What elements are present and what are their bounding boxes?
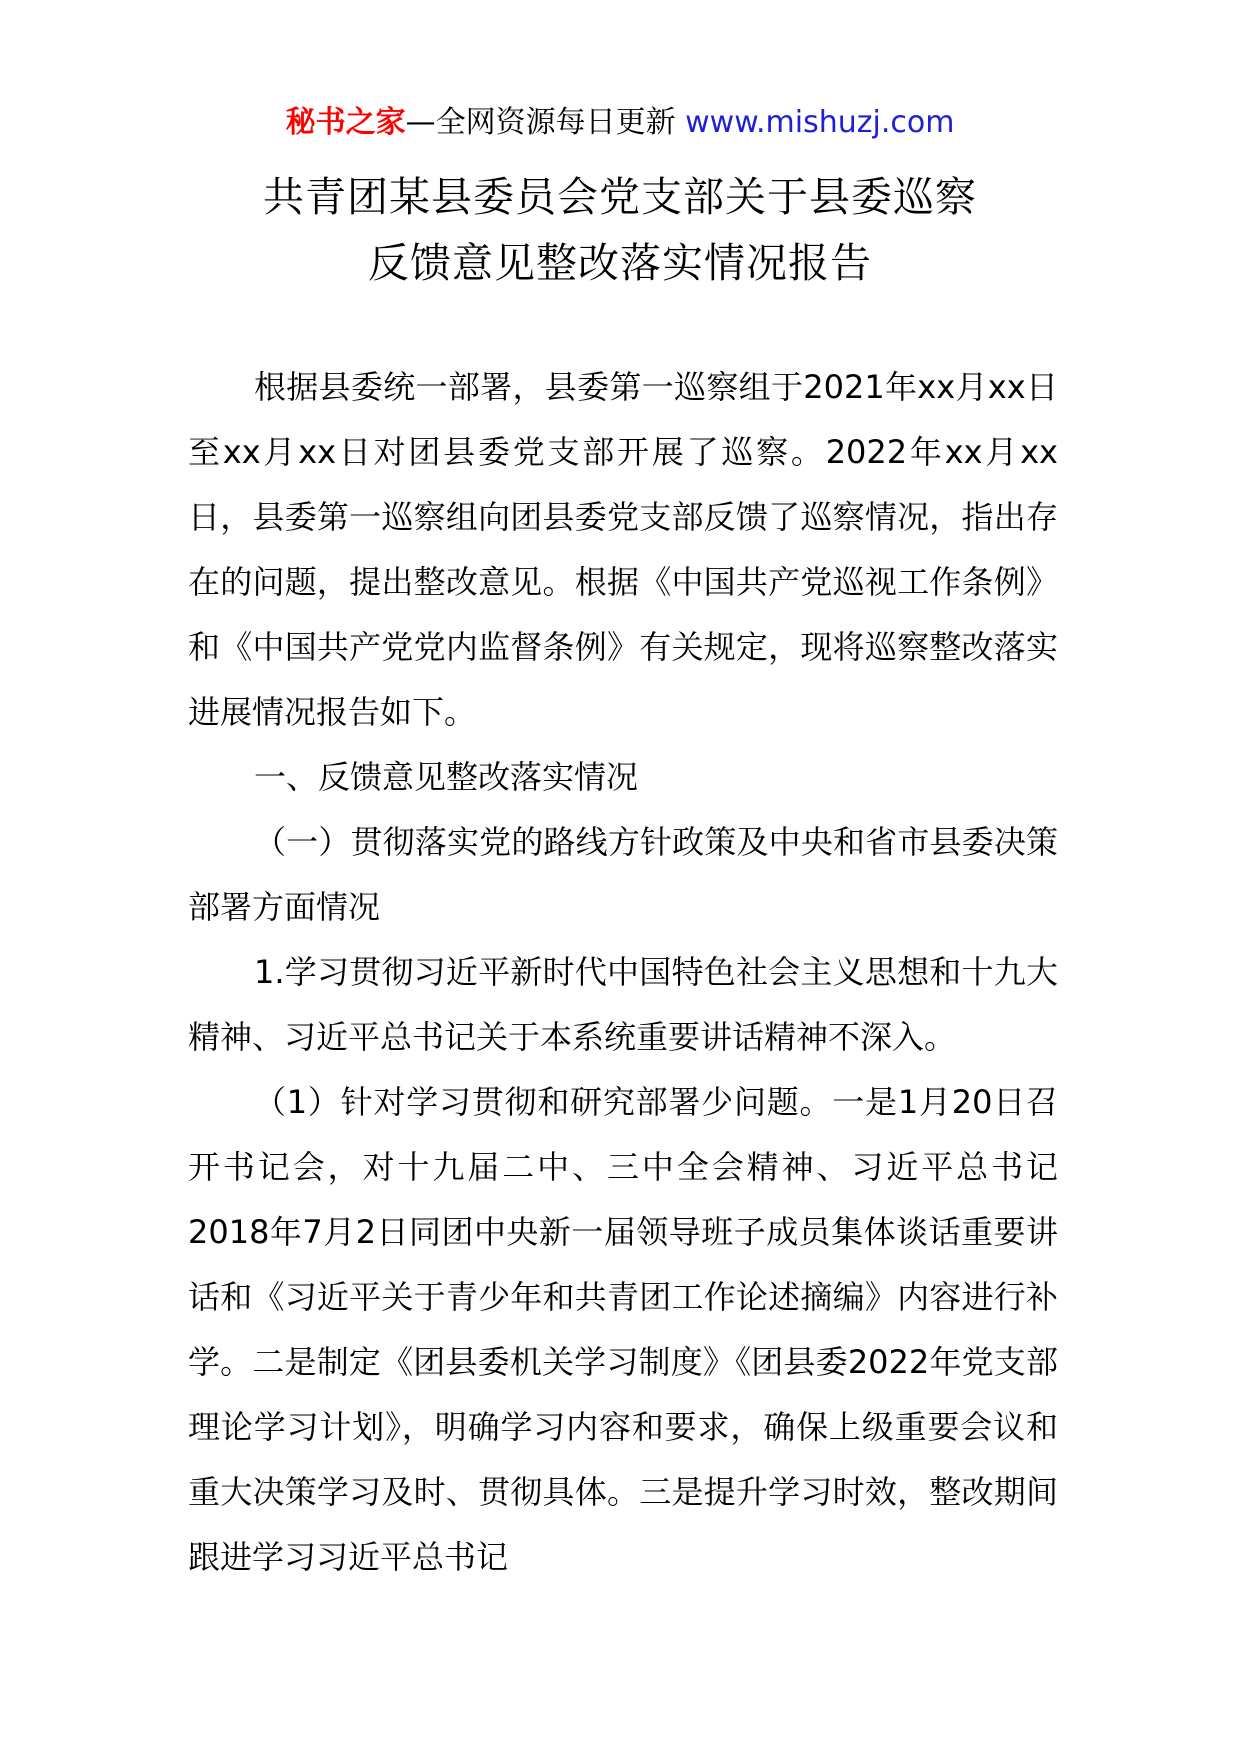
site-url-link[interactable]: www.mishuzj.com <box>685 105 955 140</box>
item-heading-1: 1.学习贯彻习近平新时代中国特色社会主义思想和十九大精神、习近平总书记关于本系统重要讲话精神不深入。 <box>188 953 1058 1056</box>
item-detail-paragraph: （1）针对学习贯彻和研究部署少问题。一是1月20日召开书记会，对十九届二中、三中全会精神、习近平总书记2018年7月2日同团中央新一届领导班子成员集体谈话重要讲话和《习近平关于青少年和共青团工作论述摘编》内容进行补学。二是制定《团县委机关学习制度》《团县委2022年党支部理论学习计划》，明确学习内容和要求，确保上级重要会议和重大决策学习及时、贯彻具体。三是提升学习时效，整改期间跟进学习习近平总书记 <box>188 1083 1058 1576</box>
subsection-heading-1: （一）贯彻落实党的路线方针政策及中央和省市县委决策部署方面情况 <box>188 823 1058 926</box>
document-body <box>188 355 1058 1590</box>
site-header <box>0 100 1240 146</box>
brand-name: 秘书之家 <box>285 105 406 140</box>
section-heading-1: 一、反馈意见整改落实情况 <box>254 758 639 796</box>
title-line-2: 反馈意见整改落实情况报告 <box>368 239 872 287</box>
intro-paragraph: 根据县委统一部署，县委第一巡察组于2021年xx月xx日至xx月xx日对团县委党支部开展了巡察。2022年xx月xx日，县委第一巡察组向团县委党支部反馈了巡察情况，指出存在的问题，提出整改意见。根据《中国共产党巡视工作条例》和《中国共产党党内监督条例》有关规定，现将巡察整改落实进展情况报告如下。 <box>188 368 1058 731</box>
document-title <box>0 164 1240 296</box>
title-line-1: 共青团某县委员会党支部关于县委巡察 <box>263 173 977 221</box>
brand-tagline: —全网资源每日更新 <box>405 105 676 140</box>
